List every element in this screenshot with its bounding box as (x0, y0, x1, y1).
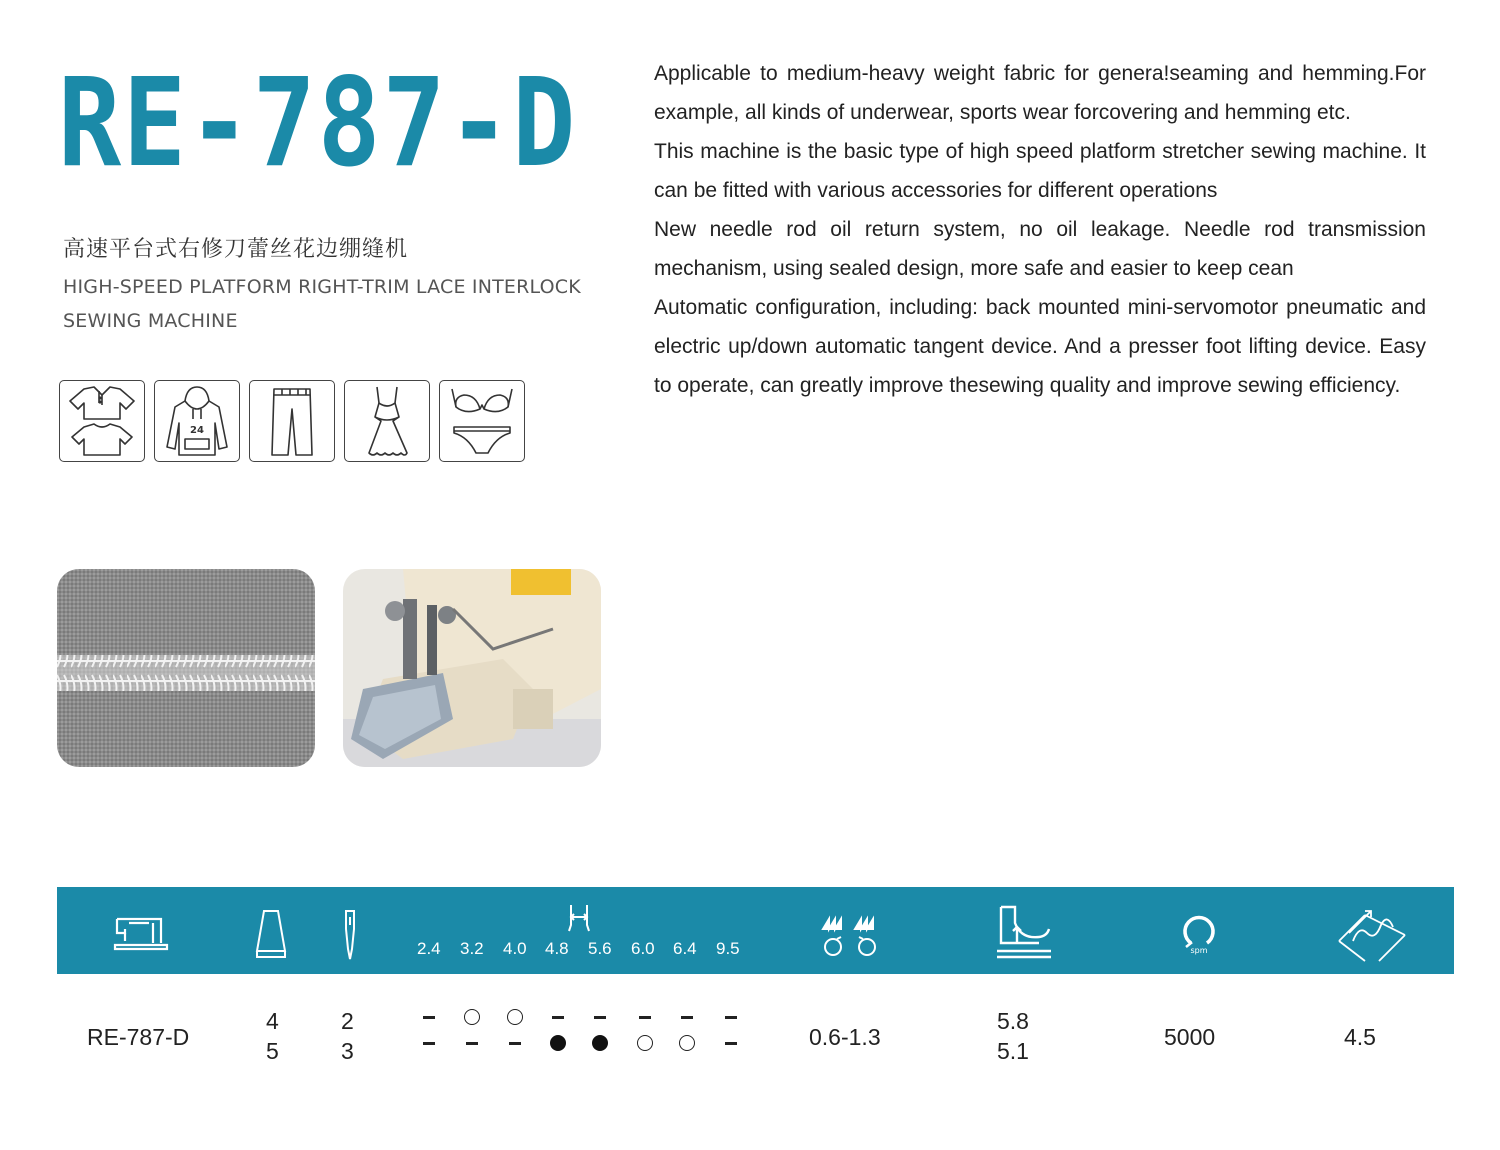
subtitle-chinese: 高速平台式右修刀蕾丝花边绷缝机 (63, 237, 409, 262)
gauge-dash-mark (725, 1016, 737, 1019)
gauge-hollow-dot (679, 1035, 695, 1051)
gauge-label: 3.2 (460, 939, 484, 958)
spec-threads-2: 5 (266, 1038, 279, 1064)
product-description (654, 54, 1426, 405)
presser-foot-icon (995, 903, 1053, 959)
pants-icon (249, 380, 335, 462)
gauge-label: 2.4 (417, 939, 441, 958)
gauge-label: 6.0 (631, 939, 655, 958)
gauge-dash-mark (509, 1042, 521, 1045)
needle-gauge-icon (565, 903, 593, 933)
gauge-label: 4.0 (503, 939, 527, 958)
tshirt-polo-icon (59, 380, 145, 462)
gauge-hollow-dot (507, 1009, 523, 1025)
description-paragraph: This machine is the basic type of high speed platform stretcher sewing machine. It can be fitted with various accessories for different operations (654, 140, 1426, 202)
gauge-label: 6.4 (673, 939, 697, 958)
spec-header-bar (57, 887, 1454, 974)
dress-icon (344, 380, 430, 462)
model-title: RE-787-D (58, 52, 578, 194)
spec-needles-2: 3 (341, 1038, 354, 1064)
gauge-label: 4.8 (545, 939, 569, 958)
spec-needles-1: 2 (341, 1008, 354, 1034)
spec-presser-lift-1: 5.8 (997, 1008, 1029, 1034)
spec-differential-feed: 0.6-1.3 (809, 1024, 881, 1050)
speed-unit: spm (1190, 946, 1208, 955)
gauge-dash-mark (423, 1042, 435, 1045)
spec-model: RE-787-D (87, 1024, 190, 1050)
gauge-dash-mark (552, 1016, 564, 1019)
description-paragraph: Applicable to medium-heavy weight fabric for genera!seaming and hemming.For example, all kinds of underwear, sports wear forcovering and hemming etc. (654, 62, 1426, 124)
gauge-filled-dot (592, 1035, 608, 1051)
subtitle-english-line1: HIGH-SPEED PLATFORM RIGHT-TRIM LACE INTERLOCK (63, 276, 581, 298)
hoodie-number: 24 (190, 425, 204, 436)
gauge-hollow-dot (637, 1035, 653, 1051)
machine-closeup-photo (343, 569, 601, 767)
gauge-hollow-dot (464, 1009, 480, 1025)
subtitle-english-line2: SEWING MACHINE (63, 310, 238, 332)
feed-dog-icon (821, 915, 879, 959)
thread-cone-icon (253, 907, 289, 959)
gauge-dash-mark (423, 1016, 435, 1019)
subtitle-english (63, 270, 583, 338)
application-icons (59, 380, 525, 462)
description-paragraph: New needle rod oil return system, no oil leakage. Needle rod transmission mechanism, using sealed design, more safe and easier to keep cean (654, 218, 1426, 280)
gauge-dash-mark (639, 1016, 651, 1019)
stitch-sample-photo (57, 569, 315, 767)
stitch-length-icon (1335, 905, 1409, 963)
spec-threads-1: 4 (266, 1008, 279, 1034)
gauge-label: 9.5 (716, 939, 740, 958)
gauge-dash-mark (725, 1042, 737, 1045)
gauge-dash-mark (466, 1042, 478, 1045)
spec-max-speed: 5000 (1164, 1024, 1216, 1050)
sewing-machine-icon (113, 911, 169, 951)
needle-icon (341, 909, 359, 961)
spec-stitch-length: 4.5 (1344, 1024, 1376, 1050)
gauge-dash-mark (594, 1016, 606, 1019)
spec-presser-lift-2: 5.1 (997, 1038, 1029, 1064)
speed-icon (1177, 907, 1221, 959)
hoodie-icon (154, 380, 240, 462)
gauge-label: 5.6 (588, 939, 612, 958)
gauge-filled-dot (550, 1035, 566, 1051)
gauge-dash-mark (681, 1016, 693, 1019)
underwear-icon (439, 380, 525, 462)
description-paragraph: Automatic configuration, including: back mounted mini-servomotor pneumatic and electric up/down automatic tangent device. And a presser foot lifting device. Easy to operate, can greatly improve thesewing quality and improve sewing efficiency. (654, 296, 1426, 397)
